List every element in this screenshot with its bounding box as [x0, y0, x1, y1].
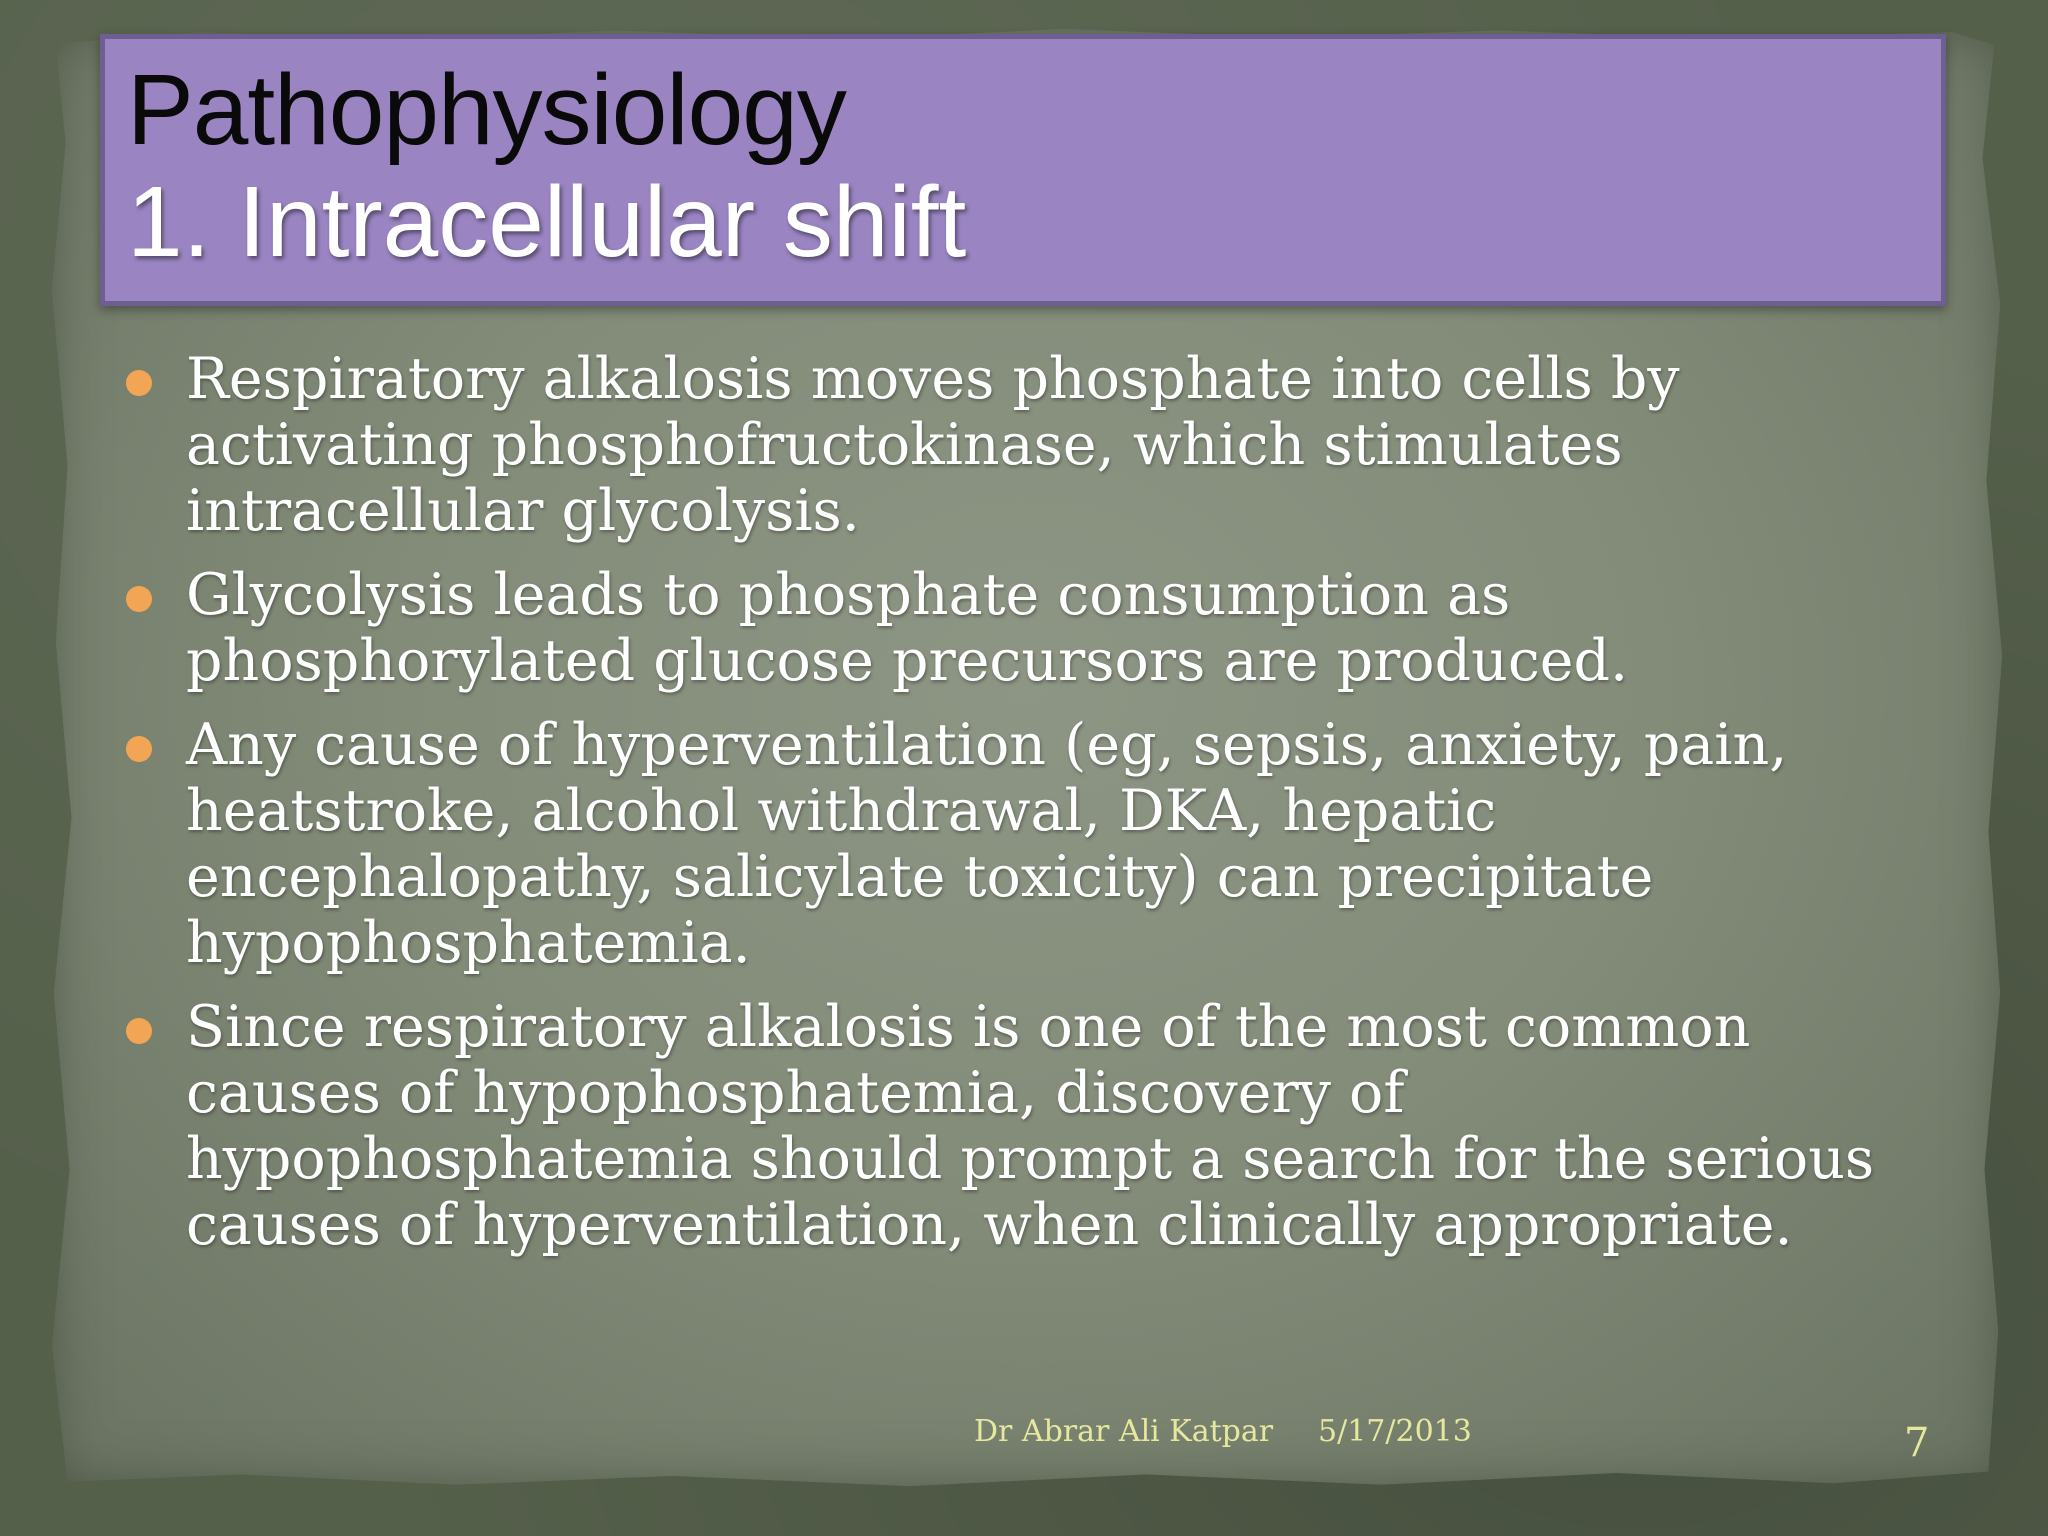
bullet-dot-icon — [126, 586, 152, 612]
slide-subtitle: 1. Intracellular shift — [127, 166, 967, 278]
bullet-item — [124, 562, 1924, 694]
footer-author: Dr Abrar Ali Katpar — [974, 1414, 1274, 1449]
bullet-dot-icon — [126, 370, 152, 396]
bullet-text: Respiratory alkalosis moves phosphate into cells by activating phosphofructokinase, which stimulates intracellular glycolysis. — [186, 346, 1680, 544]
bullet-list — [124, 346, 1924, 1276]
bullet-text: Glycolysis leads to phosphate consumption as phosphorylated glucose precursors are produced. — [186, 562, 1629, 694]
bullet-dot-icon — [126, 1018, 152, 1044]
bullet-text: Since respiratory alkalosis is one of the most common causes of hypophosphatemia, discovery of hypophosphatemia should prompt a search for the serious causes of hyperventilation, when clinically appropriate. — [186, 994, 1875, 1258]
title-box — [100, 34, 1946, 306]
bullet-item — [124, 346, 1924, 544]
bullet-item — [124, 994, 1924, 1258]
bullet-item — [124, 712, 1924, 976]
page-number: 7 — [1904, 1420, 1930, 1466]
footer-date: 5/17/2013 — [1318, 1414, 1472, 1449]
bullet-text: Any cause of hyperventilation (eg, sepsis, anxiety, pain, heatstroke, alcohol withdrawal, DKA, hepatic encephalopathy, salicylate toxicity) can precipitate hypophosphatemia. — [186, 712, 1788, 976]
slide-title: Pathophysiology — [127, 54, 846, 166]
bullet-dot-icon — [126, 736, 152, 762]
